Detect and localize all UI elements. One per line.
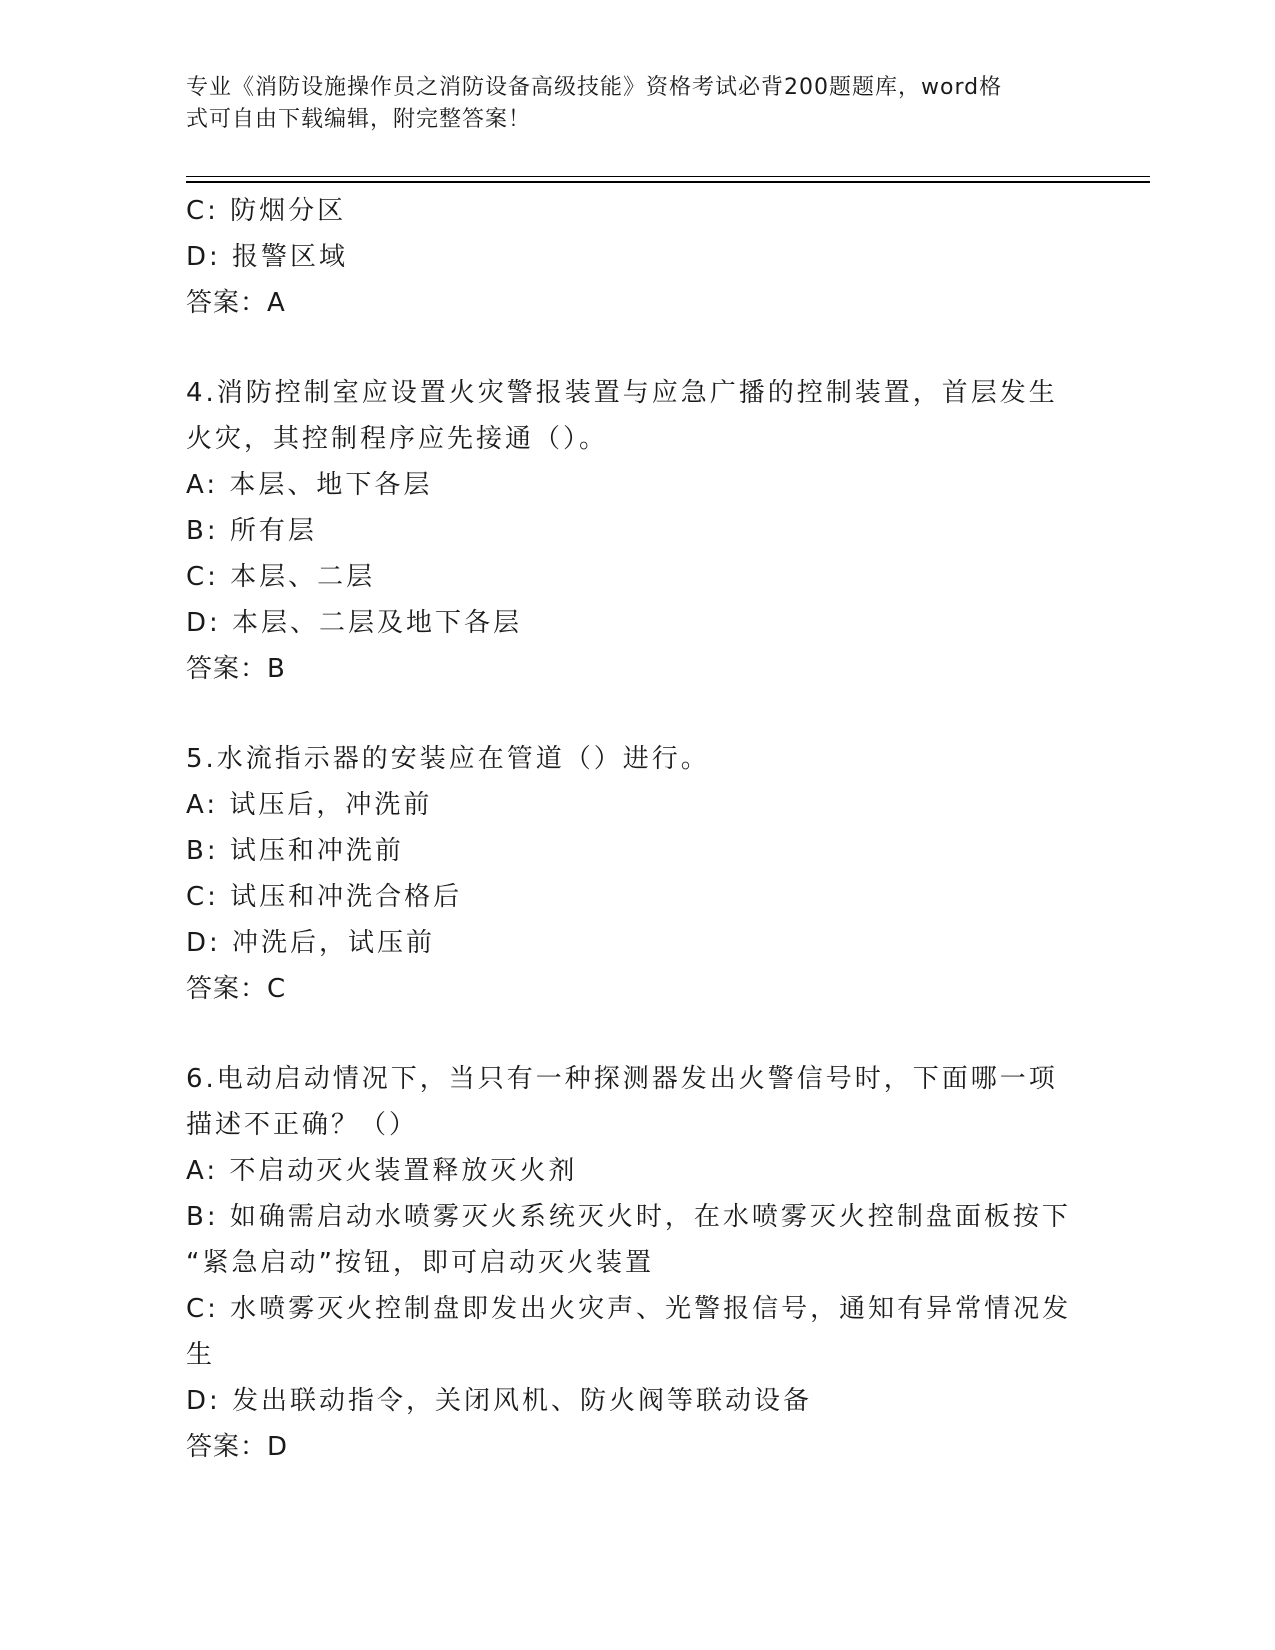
header-rule-thick (186, 181, 1150, 183)
question-stem: 5.水流指示器的安装应在管道（）进行。 (186, 744, 710, 774)
option-b: B: 所有层 (186, 516, 317, 546)
option-c: C: 水喷雾灭火控制盘即发出火灾声、光警报信号，通知有异常情况发 (186, 1294, 1072, 1324)
option-c: C: 本层、二层 (186, 562, 376, 592)
document-header (186, 72, 1066, 136)
question-stem: 6.电动启动情况下，当只有一种探测器发出火警信号时，下面哪一项 (186, 1064, 1058, 1094)
question-stem: 4.消防控制室应设置火灾警报装置与应急广播的控制装置，首层发生 (186, 378, 1058, 408)
answer: 答案：B (186, 654, 286, 684)
header-line-1: 专业《消防设施操作员之消防设备高级技能》资格考试必背200题题库，word格 (186, 75, 1003, 100)
question-6 (186, 1056, 1086, 1470)
option-a: A: 不启动灭火装置释放灭火剂 (186, 1156, 578, 1186)
question-5 (186, 736, 1086, 1012)
question-stem-cont: 描述不正确？（） (186, 1110, 419, 1140)
option-c: C: 防烟分区 (186, 196, 347, 226)
option-b: B: 如确需启动水喷雾灭火系统灭火时，在水喷雾灭火控制盘面板按下 (186, 1202, 1071, 1232)
option-d: D: 本层、二层及地下各层 (186, 608, 523, 638)
answer: 答案：C (186, 974, 287, 1004)
option-b: B: 试压和冲洗前 (186, 836, 404, 866)
question-list (186, 188, 1086, 1470)
option-c: C: 试压和冲洗合格后 (186, 882, 463, 912)
question-4 (186, 370, 1086, 692)
answer: 答案：A (186, 288, 286, 318)
header-rule-thin (186, 176, 1150, 177)
option-d: D: 冲洗后，试压前 (186, 928, 436, 958)
spacer (186, 692, 1086, 736)
option-c-cont: 生 (186, 1340, 216, 1370)
option-d: D: 发出联动指令，关闭风机、防火阀等联动设备 (186, 1386, 813, 1416)
option-b-cont: “紧急启动”按钮，即可启动灭火装置 (186, 1248, 654, 1278)
question-3-tail (186, 188, 1086, 326)
spacer (186, 326, 1086, 370)
spacer (186, 1012, 1086, 1056)
question-stem-cont: 火灾，其控制程序应先接通（）。 (186, 424, 609, 454)
option-d: D: 报警区域 (186, 242, 349, 272)
option-a: A: 本层、地下各层 (186, 470, 433, 500)
header-line-2: 式可自由下载编辑，附完整答案！ (186, 107, 532, 132)
answer: 答案：D (186, 1432, 289, 1462)
option-a: A: 试压后，冲洗前 (186, 790, 433, 820)
